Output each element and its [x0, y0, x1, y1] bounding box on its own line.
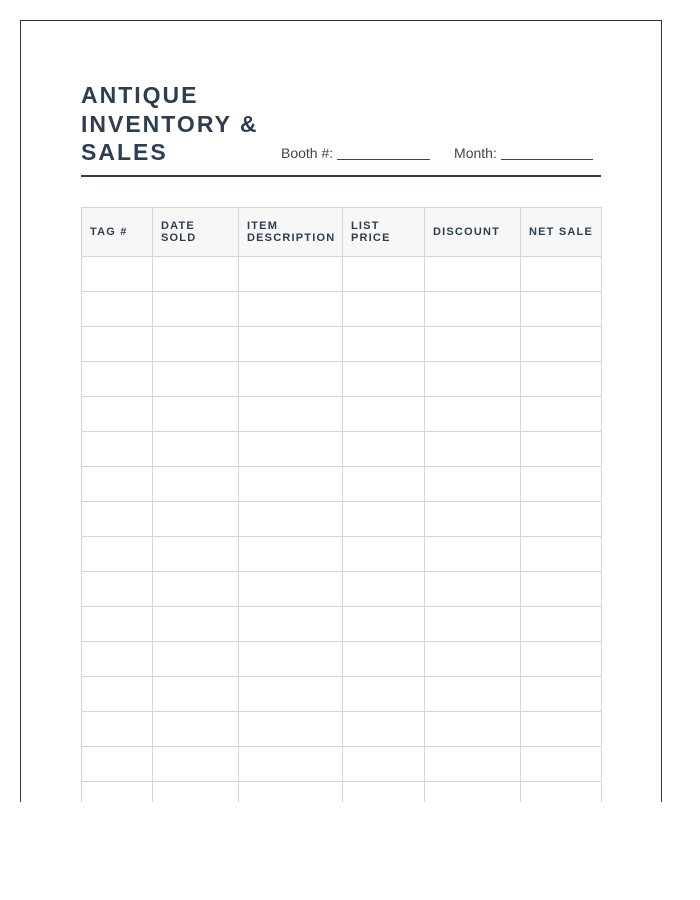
table-cell[interactable]	[521, 677, 602, 712]
title-line-3: SALES	[81, 139, 168, 165]
month-label: Month:	[454, 145, 497, 161]
table-cell[interactable]	[82, 782, 153, 803]
table-cell[interactable]	[239, 642, 343, 677]
table-cell[interactable]	[82, 292, 153, 327]
table-cell[interactable]	[239, 432, 343, 467]
table-cell[interactable]	[425, 432, 521, 467]
table-row	[82, 397, 602, 432]
table-cell[interactable]	[153, 677, 239, 712]
column-header-date-sold: DATE SOLD	[153, 208, 239, 257]
table-cell[interactable]	[343, 432, 425, 467]
table-cell[interactable]	[343, 362, 425, 397]
table-cell[interactable]	[425, 607, 521, 642]
table-cell[interactable]	[343, 397, 425, 432]
booth-label: Booth #:	[281, 145, 334, 161]
table-cell[interactable]	[343, 712, 425, 747]
table-cell[interactable]	[425, 782, 521, 803]
column-header-discount: DISCOUNT	[425, 208, 521, 257]
table-cell[interactable]	[239, 362, 343, 397]
table-cell[interactable]	[239, 712, 343, 747]
table-cell[interactable]	[425, 537, 521, 572]
inventory-sheet	[20, 20, 662, 802]
title-line-1: ANTIQUE	[81, 82, 199, 108]
inventory-table	[81, 207, 602, 802]
table-cell[interactable]	[153, 572, 239, 607]
table-cell[interactable]	[521, 502, 602, 537]
table-cell[interactable]	[343, 747, 425, 782]
table-cell[interactable]	[153, 502, 239, 537]
table-cell[interactable]	[343, 467, 425, 502]
table-cell[interactable]	[343, 257, 425, 292]
table-cell[interactable]	[239, 502, 343, 537]
table-cell[interactable]	[82, 677, 153, 712]
table-cell[interactable]	[82, 747, 153, 782]
table-cell[interactable]	[521, 607, 602, 642]
table-cell[interactable]	[343, 292, 425, 327]
table-cell[interactable]	[343, 782, 425, 803]
table-cell[interactable]	[82, 712, 153, 747]
table-cell[interactable]	[521, 747, 602, 782]
table-cell[interactable]	[82, 432, 153, 467]
table-cell[interactable]	[521, 467, 602, 502]
table-cell[interactable]	[153, 327, 239, 362]
column-header-tag: TAG #	[82, 208, 153, 257]
table-row	[82, 292, 602, 327]
table-cell[interactable]	[521, 642, 602, 677]
table-cell[interactable]	[239, 292, 343, 327]
column-header-net-sale: NET SALE	[521, 208, 602, 257]
table-cell[interactable]	[239, 677, 343, 712]
table-cell[interactable]	[521, 327, 602, 362]
table-row	[82, 642, 602, 677]
table-cell[interactable]	[425, 677, 521, 712]
table-row	[82, 537, 602, 572]
table-cell[interactable]	[521, 397, 602, 432]
table-cell[interactable]	[521, 292, 602, 327]
table-cell[interactable]	[425, 397, 521, 432]
table-row	[82, 327, 602, 362]
header-fields	[281, 145, 593, 161]
table-cell[interactable]	[521, 712, 602, 747]
table-cell[interactable]	[82, 502, 153, 537]
table-cell[interactable]	[521, 537, 602, 572]
table-cell[interactable]	[521, 257, 602, 292]
table-cell[interactable]	[153, 712, 239, 747]
table-cell[interactable]	[82, 467, 153, 502]
table-cell[interactable]	[82, 397, 153, 432]
table-cell[interactable]	[425, 467, 521, 502]
header-divider	[81, 175, 601, 177]
table-cell[interactable]	[153, 782, 239, 803]
table-row	[82, 467, 602, 502]
table-cell[interactable]	[343, 607, 425, 642]
table-cell[interactable]	[153, 292, 239, 327]
table-cell[interactable]	[153, 747, 239, 782]
table-cell[interactable]	[82, 257, 153, 292]
table-cell[interactable]	[425, 747, 521, 782]
booth-blank[interactable]	[337, 145, 430, 160]
table-cell[interactable]	[82, 642, 153, 677]
table-row	[82, 607, 602, 642]
column-header-list-price: LIST PRICE	[343, 208, 425, 257]
table-cell[interactable]	[239, 572, 343, 607]
table-cell[interactable]	[343, 327, 425, 362]
table-cell[interactable]	[239, 607, 343, 642]
table-cell[interactable]	[239, 467, 343, 502]
table-cell[interactable]	[239, 257, 343, 292]
table-cell[interactable]	[425, 327, 521, 362]
table-cell[interactable]	[82, 327, 153, 362]
table-cell[interactable]	[153, 467, 239, 502]
table-row	[82, 747, 602, 782]
table-cell[interactable]	[153, 362, 239, 397]
table-cell[interactable]	[425, 362, 521, 397]
table-cell[interactable]	[153, 537, 239, 572]
table-row	[82, 432, 602, 467]
table-cell[interactable]	[521, 362, 602, 397]
table-cell[interactable]	[425, 712, 521, 747]
table-cell[interactable]	[343, 642, 425, 677]
table-cell[interactable]	[425, 292, 521, 327]
table-row	[82, 502, 602, 537]
table-cell[interactable]	[239, 782, 343, 803]
month-field	[454, 145, 593, 161]
table-cell[interactable]	[239, 327, 343, 362]
table-cell[interactable]	[153, 607, 239, 642]
table-row	[82, 677, 602, 712]
booth-field	[281, 145, 430, 161]
table-cell[interactable]	[425, 502, 521, 537]
table-row	[82, 712, 602, 747]
table-cell[interactable]	[343, 502, 425, 537]
table-cell[interactable]	[521, 432, 602, 467]
table-cell[interactable]	[82, 572, 153, 607]
table-cell[interactable]	[153, 642, 239, 677]
table-cell[interactable]	[82, 362, 153, 397]
table-cell[interactable]	[153, 257, 239, 292]
table-header-row	[82, 208, 602, 257]
table-row	[82, 572, 602, 607]
table-cell[interactable]	[239, 397, 343, 432]
table-cell[interactable]	[343, 572, 425, 607]
table-cell[interactable]	[239, 747, 343, 782]
month-blank[interactable]	[501, 145, 593, 160]
table-cell[interactable]	[343, 537, 425, 572]
column-header-item-description: ITEM DESCRIPTION	[239, 208, 343, 257]
table-cell[interactable]	[425, 572, 521, 607]
title-line-2: INVENTORY &	[81, 110, 259, 137]
table-row	[82, 362, 602, 397]
table-cell[interactable]	[82, 537, 153, 572]
table-cell[interactable]	[239, 537, 343, 572]
table-cell[interactable]	[343, 677, 425, 712]
table-cell[interactable]	[153, 397, 239, 432]
table-cell[interactable]	[82, 607, 153, 642]
table-row	[82, 257, 602, 292]
table-cell[interactable]	[153, 432, 239, 467]
table-body	[82, 257, 602, 803]
table-row	[82, 782, 602, 803]
table-cell[interactable]	[521, 782, 602, 803]
page-title	[81, 81, 259, 167]
table-cell[interactable]	[521, 572, 602, 607]
table-cell[interactable]	[425, 257, 521, 292]
table-cell[interactable]	[425, 642, 521, 677]
